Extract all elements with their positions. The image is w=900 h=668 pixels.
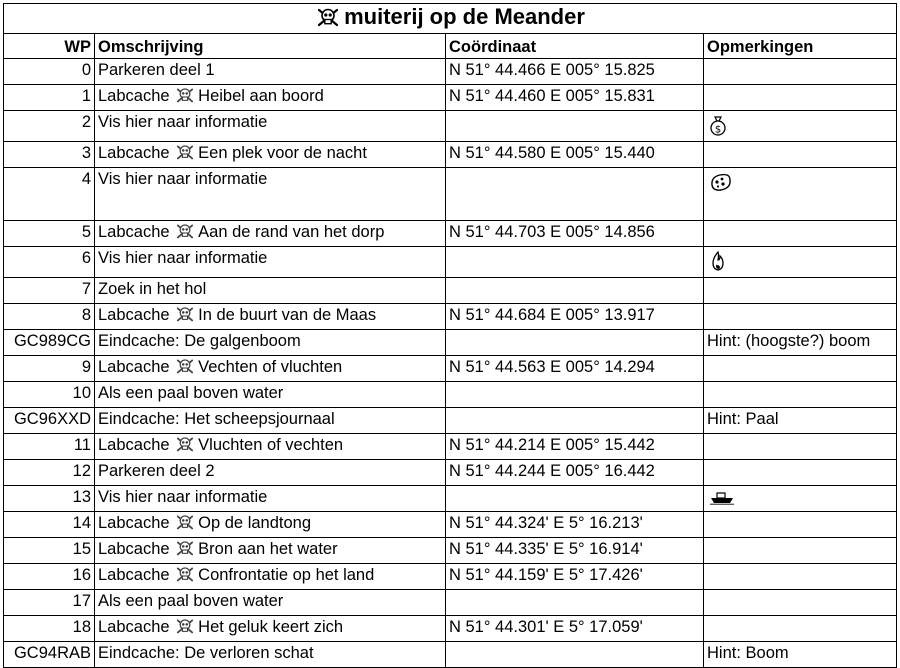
cell-opmerkingen bbox=[704, 382, 897, 408]
cell-coordinaat bbox=[446, 111, 704, 142]
description-text: Zoek in het hol bbox=[98, 280, 207, 298]
cell-coordinaat bbox=[446, 642, 704, 668]
cell-wp: 6 bbox=[4, 247, 95, 278]
table-row bbox=[4, 356, 897, 382]
description-text: Eindcache: Het scheepsjournaal bbox=[98, 410, 335, 428]
cell-wp: 5 bbox=[4, 221, 95, 247]
cell-coordinaat: N 51° 44.335' E 5° 16.914' bbox=[446, 538, 704, 564]
labcache-prefix: Labcache bbox=[98, 618, 170, 636]
title-row bbox=[4, 4, 897, 34]
cell-omschrijving bbox=[95, 356, 446, 382]
labcache-prefix: Labcache bbox=[98, 358, 170, 376]
table-row bbox=[4, 486, 897, 512]
table-row bbox=[4, 590, 897, 616]
header-coordinaat: Coördinaat bbox=[446, 34, 704, 59]
cell-wp: 17 bbox=[4, 590, 95, 616]
skull-crossbones-icon bbox=[175, 618, 195, 639]
cell-opmerkingen bbox=[704, 59, 897, 85]
labcache-prefix: Labcache bbox=[98, 566, 170, 584]
cell-opmerkingen bbox=[704, 564, 897, 590]
description-text: Als een paal boven water bbox=[98, 384, 284, 402]
cell-coordinaat: N 51° 44.703 E 005° 14.856 bbox=[446, 221, 704, 247]
cell-coordinaat bbox=[446, 486, 704, 512]
cell-omschrijving bbox=[95, 304, 446, 330]
cell-wp: 15 bbox=[4, 538, 95, 564]
cell-coordinaat bbox=[446, 278, 704, 304]
table-row bbox=[4, 512, 897, 538]
cell-wp: 9 bbox=[4, 356, 95, 382]
table-row bbox=[4, 564, 897, 590]
cell-opmerkingen bbox=[704, 460, 897, 486]
cell-opmerkingen bbox=[704, 538, 897, 564]
cell-wp: 1 bbox=[4, 85, 95, 111]
cell-coordinaat bbox=[446, 408, 704, 434]
cell-omschrijving bbox=[95, 616, 446, 642]
description-text: Aan de rand van het dorp bbox=[198, 223, 385, 241]
description-text: Parkeren deel 2 bbox=[98, 462, 215, 480]
table-row bbox=[4, 111, 897, 142]
skull-crossbones-icon bbox=[175, 306, 195, 327]
cell-opmerkingen bbox=[704, 168, 897, 221]
table-row bbox=[4, 278, 897, 304]
cell-omschrijving bbox=[95, 512, 446, 538]
hint-text: Hint: Paal bbox=[707, 410, 779, 428]
cell-opmerkingen bbox=[704, 111, 897, 142]
description-text: Eindcache: De verloren schat bbox=[98, 644, 314, 662]
labcache-prefix: Labcache bbox=[98, 223, 170, 241]
table-row bbox=[4, 642, 897, 668]
cell-omschrijving bbox=[95, 142, 446, 168]
labcache-prefix: Labcache bbox=[98, 514, 170, 532]
labcache-prefix: Labcache bbox=[98, 306, 170, 324]
cell-opmerkingen bbox=[704, 434, 897, 460]
header-opmerkingen: Opmerkingen bbox=[704, 34, 897, 59]
skull-crossbones-icon bbox=[316, 7, 340, 30]
table-row bbox=[4, 330, 897, 356]
description-text: Vis hier naar informatie bbox=[98, 488, 268, 506]
cell-opmerkingen bbox=[704, 278, 897, 304]
sponge-icon bbox=[709, 171, 733, 198]
skull-crossbones-icon bbox=[175, 87, 195, 108]
description-text: Parkeren deel 1 bbox=[98, 61, 215, 79]
cell-wp: 14 bbox=[4, 512, 95, 538]
sheet-title bbox=[4, 4, 897, 34]
cell-coordinaat: N 51° 44.159' E 5° 17.426' bbox=[446, 564, 704, 590]
table-row bbox=[4, 460, 897, 486]
hint-text: Hint: Boom bbox=[707, 644, 789, 662]
cell-coordinaat: N 51° 44.466 E 005° 15.825 bbox=[446, 59, 704, 85]
cell-omschrijving bbox=[95, 642, 446, 668]
table-row bbox=[4, 538, 897, 564]
cell-wp: 4 bbox=[4, 168, 95, 221]
cell-wp: 16 bbox=[4, 564, 95, 590]
cell-wp: 8 bbox=[4, 304, 95, 330]
cell-omschrijving bbox=[95, 111, 446, 142]
table-row bbox=[4, 221, 897, 247]
cell-omschrijving bbox=[95, 460, 446, 486]
cell-omschrijving bbox=[95, 330, 446, 356]
cell-opmerkingen bbox=[704, 142, 897, 168]
cell-omschrijving bbox=[95, 278, 446, 304]
cell-coordinaat: N 51° 44.684 E 005° 13.917 bbox=[446, 304, 704, 330]
cell-wp: 18 bbox=[4, 616, 95, 642]
skull-crossbones-icon bbox=[175, 223, 195, 244]
cell-coordinaat bbox=[446, 330, 704, 356]
flame-icon bbox=[709, 250, 727, 277]
waypoint-table bbox=[3, 3, 897, 668]
cell-omschrijving bbox=[95, 168, 446, 221]
labcache-prefix: Labcache bbox=[98, 144, 170, 162]
cell-coordinaat: N 51° 44.580 E 005° 15.440 bbox=[446, 142, 704, 168]
cell-opmerkingen bbox=[704, 408, 897, 434]
table-row bbox=[4, 247, 897, 278]
cell-opmerkingen bbox=[704, 512, 897, 538]
cell-omschrijving bbox=[95, 85, 446, 111]
cell-omschrijving bbox=[95, 247, 446, 278]
description-text: Eindcache: De galgenboom bbox=[98, 332, 301, 350]
cell-coordinaat: N 51° 44.324' E 5° 16.213' bbox=[446, 512, 704, 538]
cell-wp: 7 bbox=[4, 278, 95, 304]
description-text: Een plek voor de nacht bbox=[198, 144, 367, 162]
description-text: Vis hier naar informatie bbox=[98, 170, 268, 188]
table-row bbox=[4, 382, 897, 408]
cell-coordinaat bbox=[446, 168, 704, 221]
cell-wp: 11 bbox=[4, 434, 95, 460]
cell-opmerkingen bbox=[704, 221, 897, 247]
description-text: Als een paal boven water bbox=[98, 592, 284, 610]
sheet-title-text: muiterij op de Meander bbox=[344, 4, 585, 29]
hint-text: Hint: (hoogste?) boom bbox=[707, 332, 871, 350]
cell-omschrijving bbox=[95, 382, 446, 408]
skull-crossbones-icon bbox=[175, 436, 195, 457]
cell-opmerkingen bbox=[704, 642, 897, 668]
header-wp: WP bbox=[4, 34, 95, 59]
cell-wp: 3 bbox=[4, 142, 95, 168]
cell-coordinaat bbox=[446, 382, 704, 408]
table-row bbox=[4, 142, 897, 168]
waypoint-sheet bbox=[3, 3, 897, 668]
cell-opmerkingen bbox=[704, 616, 897, 642]
cell-wp: 13 bbox=[4, 486, 95, 512]
cell-wp: 0 bbox=[4, 59, 95, 85]
cell-omschrijving bbox=[95, 564, 446, 590]
cell-omschrijving bbox=[95, 590, 446, 616]
cell-opmerkingen bbox=[704, 356, 897, 382]
description-text: Vechten of vluchten bbox=[198, 358, 343, 376]
cell-coordinaat: N 51° 44.244 E 005° 16.442 bbox=[446, 460, 704, 486]
boat-icon bbox=[709, 489, 735, 510]
table-row bbox=[4, 434, 897, 460]
cell-coordinaat: N 51° 44.214 E 005° 15.442 bbox=[446, 434, 704, 460]
cell-omschrijving bbox=[95, 59, 446, 85]
cell-wp: 10 bbox=[4, 382, 95, 408]
cell-omschrijving bbox=[95, 434, 446, 460]
description-text: In de buurt van de Maas bbox=[198, 306, 377, 324]
description-text: Vis hier naar informatie bbox=[98, 113, 268, 131]
table-row bbox=[4, 168, 897, 221]
cell-wp: 2 bbox=[4, 111, 95, 142]
cell-wp: GC989CG bbox=[4, 330, 95, 356]
cell-opmerkingen bbox=[704, 486, 897, 512]
cell-omschrijving bbox=[95, 486, 446, 512]
description-text: Confrontatie op het land bbox=[198, 566, 375, 584]
cell-omschrijving bbox=[95, 221, 446, 247]
description-text: Vluchten of vechten bbox=[198, 436, 344, 454]
skull-crossbones-icon bbox=[175, 540, 195, 561]
cell-coordinaat bbox=[446, 590, 704, 616]
description-text: Het geluk keert zich bbox=[198, 618, 344, 636]
cell-omschrijving bbox=[95, 408, 446, 434]
cell-opmerkingen bbox=[704, 590, 897, 616]
table-row bbox=[4, 304, 897, 330]
cell-wp: GC94RAB bbox=[4, 642, 95, 668]
skull-crossbones-icon bbox=[175, 566, 195, 587]
header-row bbox=[4, 34, 897, 59]
cell-coordinaat: N 51° 44.563 E 005° 14.294 bbox=[446, 356, 704, 382]
description-text: Heibel aan boord bbox=[198, 87, 324, 105]
table-row bbox=[4, 616, 897, 642]
money-bag-icon bbox=[709, 114, 727, 141]
cell-wp: GC96XXD bbox=[4, 408, 95, 434]
cell-opmerkingen bbox=[704, 330, 897, 356]
cell-wp: 12 bbox=[4, 460, 95, 486]
table-row bbox=[4, 408, 897, 434]
header-omschrijving: Omschrijving bbox=[95, 34, 446, 59]
labcache-prefix: Labcache bbox=[98, 540, 170, 558]
table-row bbox=[4, 85, 897, 111]
cell-coordinaat bbox=[446, 247, 704, 278]
table-row bbox=[4, 59, 897, 85]
description-text: Op de landtong bbox=[198, 514, 311, 532]
skull-crossbones-icon bbox=[175, 144, 195, 165]
cell-opmerkingen bbox=[704, 85, 897, 111]
svg-text:$: $ bbox=[714, 124, 722, 136]
cell-coordinaat: N 51° 44.301' E 5° 17.059' bbox=[446, 616, 704, 642]
labcache-prefix: Labcache bbox=[98, 436, 170, 454]
cell-coordinaat: N 51° 44.460 E 005° 15.831 bbox=[446, 85, 704, 111]
skull-crossbones-icon bbox=[175, 358, 195, 379]
cell-opmerkingen bbox=[704, 247, 897, 278]
description-text: Bron aan het water bbox=[198, 540, 338, 558]
cell-opmerkingen bbox=[704, 304, 897, 330]
description-text: Vis hier naar informatie bbox=[98, 249, 268, 267]
cell-omschrijving bbox=[95, 538, 446, 564]
labcache-prefix: Labcache bbox=[98, 87, 170, 105]
skull-crossbones-icon bbox=[175, 514, 195, 535]
